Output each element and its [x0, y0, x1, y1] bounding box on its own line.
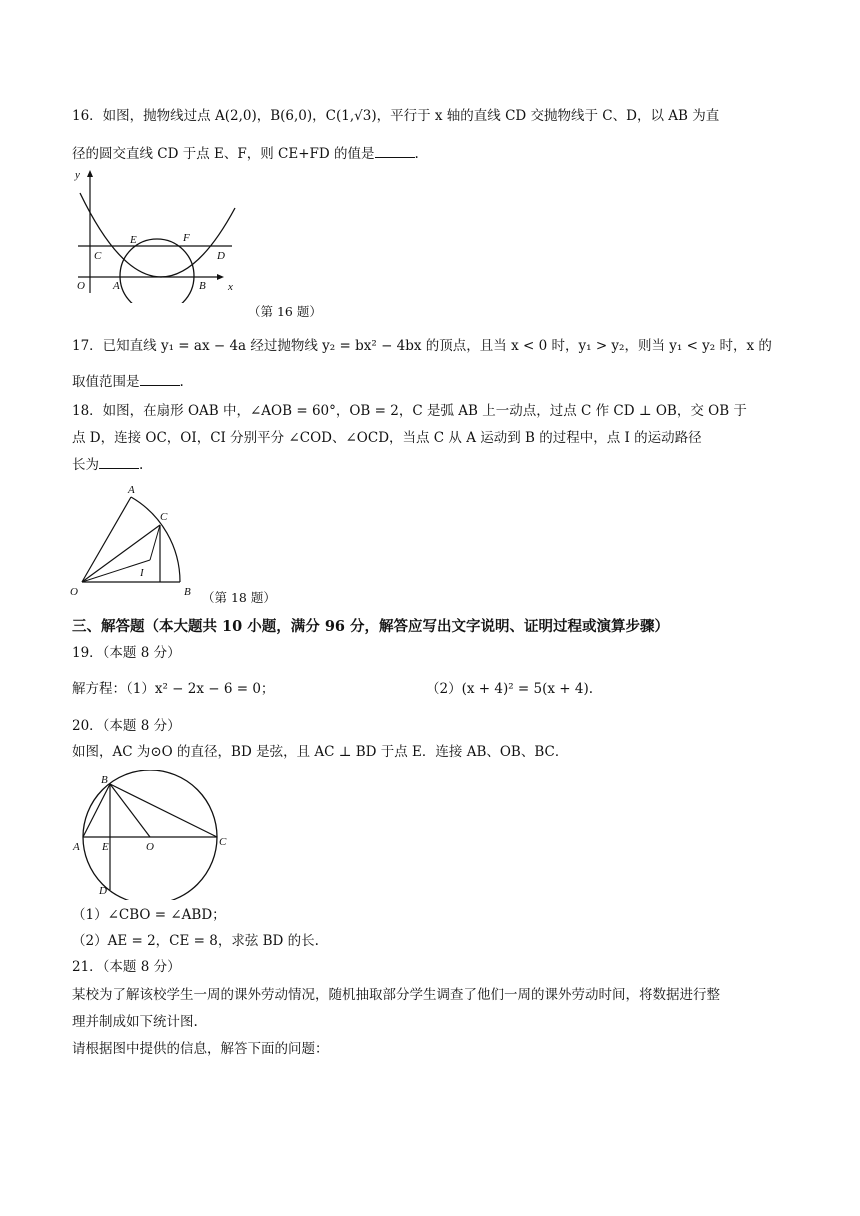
q20-stem: 如图，AC 为⊙O 的直径，BD 是弦，且 AC ⊥ BD 于点 E．连接 AB、OB、BC． [72, 744, 569, 760]
q18-line3 [72, 455, 143, 475]
q21-title: 21．（本题 8 分） [72, 959, 181, 975]
q18-line1: 18．如图，在扇形 OAB 中，∠AOB = 60°，OB = 2，C 是弧 AB 上一动点，过点 C 作 CD ⊥ OB，交 OB 于 [72, 403, 747, 419]
q20-figure [70, 770, 240, 900]
q16-caption: （第 16 题） [248, 304, 322, 319]
q20-part2: （2）AE = 2，CE = 8，求弦 BD 的长. [72, 933, 319, 949]
q16-line1: 16．如图，抛物线过点 A(2,0)，B(6,0)，C(1,√3)，平行于 x 轴的直线 CD 交抛物线于 C、D，以 AB 为直 [72, 108, 720, 124]
q16-figure [70, 168, 245, 303]
answer-blank [140, 373, 180, 386]
q17-line2 [72, 372, 184, 392]
q16-label-x: x [228, 281, 233, 293]
q16-label-y: y [75, 169, 80, 181]
q20-title: 20．（本题 8 分） [72, 718, 181, 734]
section-heading: 三、解答题（本大题共 10 小题，满分 96 分，解答应写出文字说明、证明过程或演算步骤） [72, 618, 670, 635]
q21-line1: 某校为了解该校学生一周的课外劳动情况，随机抽取部分学生调查了他们一周的课外劳动时间，将数据进行整 [72, 987, 720, 1003]
q18-label-C: C [160, 511, 168, 523]
q19-part2: （2）(x + 4)² = 5(x + 4). [426, 681, 594, 697]
q16-label-A: A [113, 280, 120, 292]
q19-title: 19．（本题 8 分） [72, 645, 181, 661]
q20-label-E: E [102, 841, 109, 853]
q21-line3: 请根据图中提供的信息，解答下面的问题： [72, 1041, 329, 1057]
q20-label-A: A [73, 841, 80, 853]
answer-blank [375, 145, 415, 158]
q20-label-B: B [101, 774, 108, 786]
q16-label-E: E [130, 234, 137, 246]
q21-line2: 理并制成如下统计图. [72, 1014, 198, 1030]
q18-figure [68, 482, 203, 602]
q17-line2-text: 取值范围是 [72, 374, 140, 390]
q18-caption: （第 18 题） [202, 590, 276, 605]
q16-label-F: F [183, 232, 190, 244]
q17-line1: 17．已知直线 y₁ = ax − 4a 经过抛物线 y₂ = bx² − 4bx 的顶点，且当 x < 0 时，y₁ > y₂，则当 y₁ < y₂ 时，x 的 [72, 338, 772, 354]
q20-label-O: O [146, 841, 154, 853]
q19-part1: 解方程：（1）x² − 2x − 6 = 0； [72, 681, 275, 697]
q20-label-D: D [99, 885, 107, 897]
q18-line3-end: . [139, 457, 144, 473]
q18-label-O: O [70, 586, 78, 598]
q18-label-A: A [128, 484, 135, 496]
q18-label-I: I [140, 567, 144, 579]
answer-blank [99, 456, 139, 469]
q18-line3-text: 长为 [72, 457, 99, 473]
q16-label-C: C [94, 250, 102, 262]
q16-label-O: O [77, 280, 85, 292]
q16-line2-text: 径的圆交直线 CD 于点 E、F，则 CE+FD 的值是 [72, 146, 375, 162]
q16-label-D: D [217, 250, 225, 262]
q16-line2-end: . [414, 146, 419, 162]
q18-line2: 点 D，连接 OC，OI，CI 分别平分 ∠COD、∠OCD，当点 C 从 A 运动到 B 的过程中，点 I 的运动路径 [72, 430, 702, 446]
q18-label-B: B [184, 586, 191, 598]
q17-line2-end: . [179, 374, 184, 390]
q16-label-B: B [199, 280, 206, 292]
q16-line2 [72, 144, 419, 164]
q20-part1: （1）∠CBO = ∠ABD； [72, 907, 226, 923]
q20-label-C: C [219, 836, 227, 848]
